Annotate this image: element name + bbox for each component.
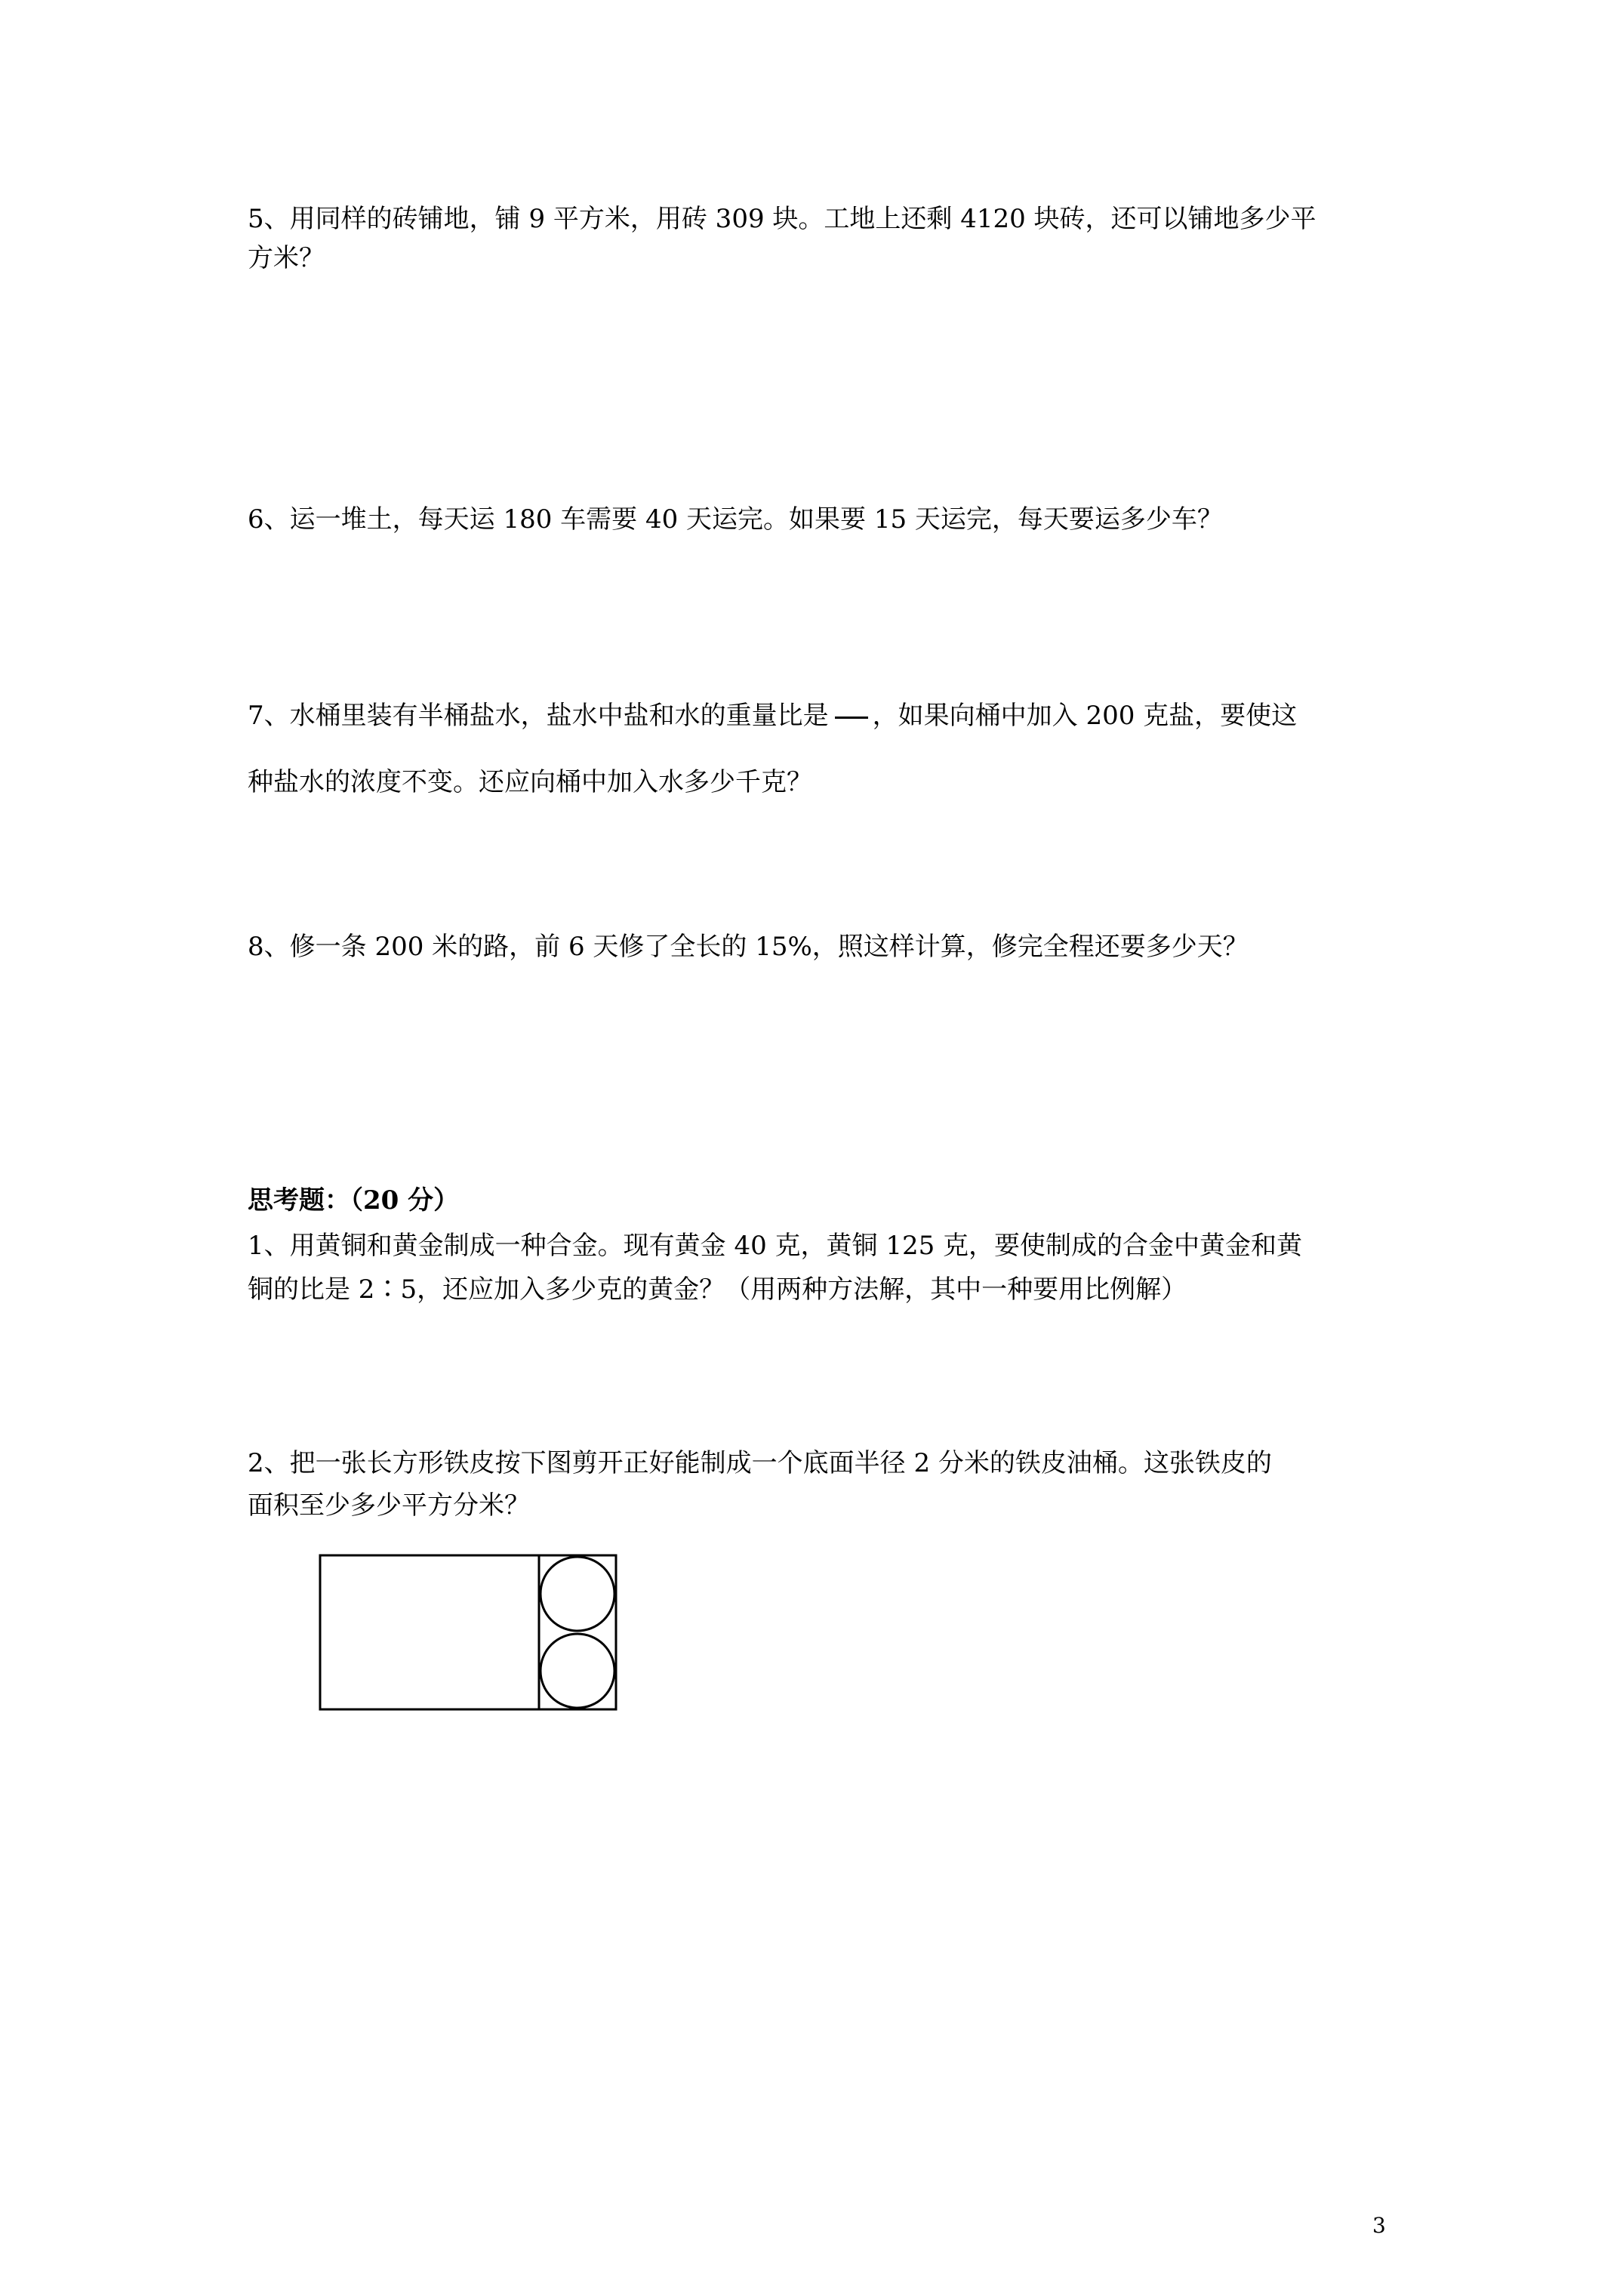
question-7-line-1 [248,699,1297,732]
top-circle [540,1557,614,1631]
cylinder-net-diagram [317,1552,619,1712]
question-7-text-after-fraction: ，如果向桶中加入 200 克盐，要使这 [872,701,1298,731]
fraction-dash [835,717,868,719]
thinking-question-1-line-1: 1、用黄铜和黄金制成一种合金。现有黄金 40 克，黄铜 125 克，要使制成的合金中黄金和黄 [248,1231,1303,1261]
thinking-question-1-line-2: 铜的比是 2∶5，还应加入多少克的黄金？（用两种方法解，其中一种要用比例解） [248,1274,1187,1305]
question-5-line-2: 方米？ [248,243,325,273]
question-6-text: 6、运一堆土，每天运 180 车需要 40 天运完。如果要 15 天运完，每天要运多少车？ [248,504,1223,535]
thinking-question-2-line-1: 2、把一张长方形铁皮按下图剪开正好能制成一个底面半径 2 分米的铁皮油桶。这张铁皮的 [248,1448,1272,1478]
bottom-circle [540,1634,614,1708]
sheet-rectangle [320,1555,616,1709]
page-number: 3 [1372,2213,1386,2238]
question-5-line-1: 5、用同样的砖铺地，铺 9 平方米，用砖 309 块。工地上还剩 4120 块砖，还可以铺地多少平 [248,204,1317,234]
question-7-text-before-fraction: 7、水桶里装有半桶盐水，盐水中盐和水的重量比是 [248,701,829,731]
question-7-line-2: 种盐水的浓度不变。还应向桶中加入水多少千克？ [248,767,812,797]
thinking-question-2-line-2: 面积至少多少平方分米？ [248,1490,530,1521]
question-8-text: 8、修一条 200 米的路，前 6 天修了全长的 15%，照这样计算，修完全程还要多少天？ [248,932,1249,962]
section-heading: 思考题：（20 分） [248,1185,460,1216]
